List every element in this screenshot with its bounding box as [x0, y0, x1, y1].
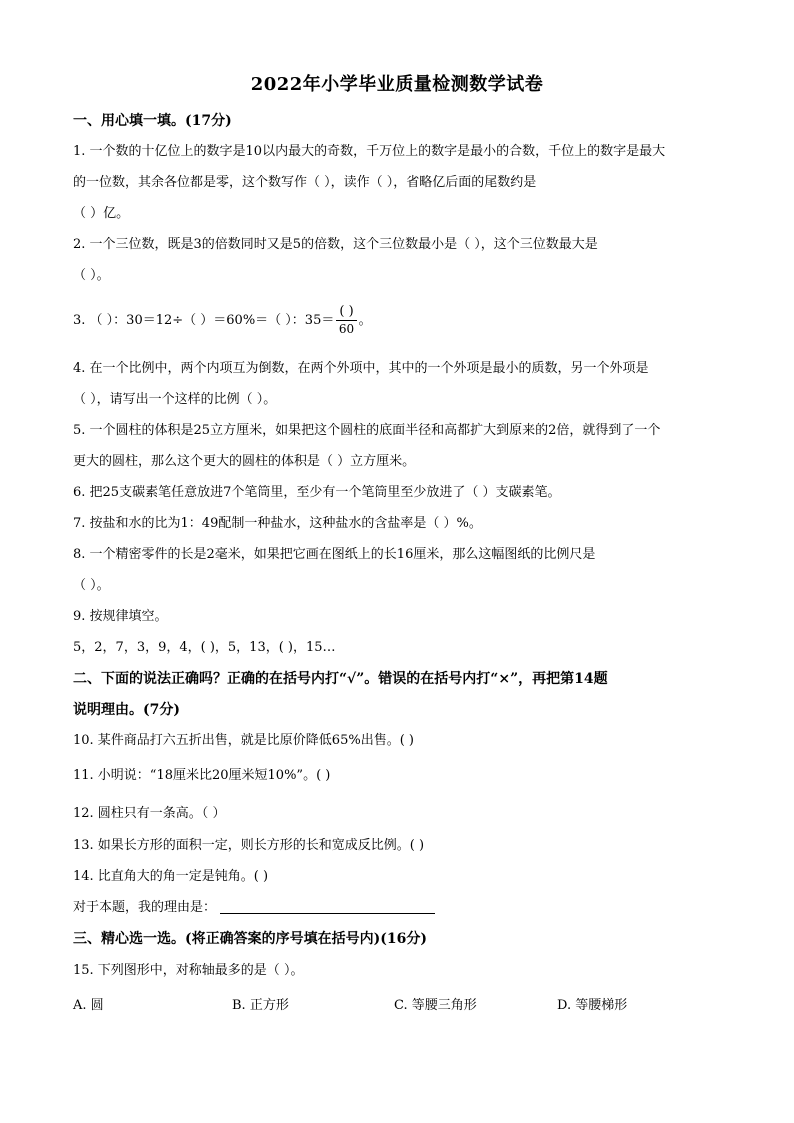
q3-prefix: 3. （ ）：30＝12÷（ ）＝60%＝（ ）：35＝	[73, 313, 335, 328]
q9-line2: 5，2，7，3，9，4，( )，5，13，( )，15…	[73, 640, 336, 655]
section-2-heading-line2: 说明理由。(7分)	[73, 702, 180, 718]
q5-line1: 5. 一个圆柱的体积是25立方厘米，如果把这个圆柱的底面半径和高都扩大到原来的2倍，就得到了一个	[73, 423, 661, 438]
q15-stem: 15. 下列图形中，对称轴最多的是（ ）。	[73, 963, 304, 978]
q1-line1: 1. 一个数的十亿位上的数字是10以内最大的奇数，千万位上的数字是最小的合数，千位上的数字是最大	[73, 144, 666, 159]
q15-option-d: D. 等腰梯形	[557, 998, 628, 1013]
q12: 12. 圆柱只有一条高。（ ）	[73, 806, 226, 821]
q3-fraction	[336, 304, 356, 337]
q15-option-a: A. 圆	[73, 998, 104, 1013]
q2-line2: （ ）。	[73, 268, 110, 283]
q8-line2: （ ）。	[73, 578, 110, 593]
q10: 10. 某件商品打六五折出售，就是比原价降低65%出售。( )	[73, 733, 414, 748]
reason-answer-line[interactable]	[220, 899, 435, 914]
q3-line	[73, 302, 372, 340]
q1-line3: （ ）亿。	[73, 206, 130, 221]
q11: 11. 小明说：“18厘米比20厘米短10%”。( )	[73, 768, 331, 783]
q4-line2: （ ），请写出一个这样的比例（ ）。	[73, 392, 277, 407]
q15-option-b: B. 正方形	[232, 998, 289, 1013]
q13: 13. 如果长方形的面积一定，则长方形的长和宽成反比例。( )	[73, 838, 425, 853]
q15-option-c: C. 等腰三角形	[394, 998, 477, 1013]
exam-title: 2022年小学毕业质量检测数学试卷	[250, 74, 544, 95]
section-2-heading-line1: 二、下面的说法正确吗？正确的在括号内打“√”。错误的在括号内打“×”，再把第14题	[73, 671, 608, 687]
q14-reason	[73, 899, 435, 917]
q1-line2: 的一位数，其余各位都是零，这个数写作（ ），读作（ ），省略亿后面的尾数约是	[73, 175, 537, 190]
q3-fraction-numerator: ( )	[336, 304, 356, 321]
q8-line1: 8. 一个精密零件的长是2毫米，如果把它画在图纸上的长16厘米，那么这幅图纸的比例尺是	[73, 547, 596, 562]
reason-label: 对于本题，我的理由是：	[73, 900, 217, 915]
q4-line1: 4. 在一个比例中，两个内项互为倒数，在两个外项中，其中的一个外项是最小的质数，另一个外项是	[73, 361, 649, 376]
q2-line1: 2. 一个三位数，既是3的倍数同时又是5的倍数，这个三位数最小是（ ），这个三位数最大是	[73, 237, 598, 252]
q9-line1: 9. 按规律填空。	[73, 609, 168, 624]
q6-line1: 6. 把25支碳素笔任意放进7个笔筒里，至少有一个笔筒里至少放进了（ ）支碳素笔。	[73, 485, 561, 500]
section-3-heading: 三、精心选一选。(将正确答案的序号填在括号内)(16分)	[73, 931, 427, 947]
q5-line2: 更大的圆柱，那么这个更大的圆柱的体积是（ ）立方厘米。	[73, 454, 416, 469]
q7-line1: 7. 按盐和水的比为1：49配制一种盐水，这种盐水的含盐率是（ ）%。	[73, 516, 482, 531]
q14: 14. 比直角大的角一定是钝角。( )	[73, 869, 269, 884]
q3-fraction-denominator: 60	[338, 322, 355, 336]
section-1-heading: 一、用心填一填。(17分)	[73, 113, 232, 129]
q3-suffix: 。	[358, 313, 372, 328]
